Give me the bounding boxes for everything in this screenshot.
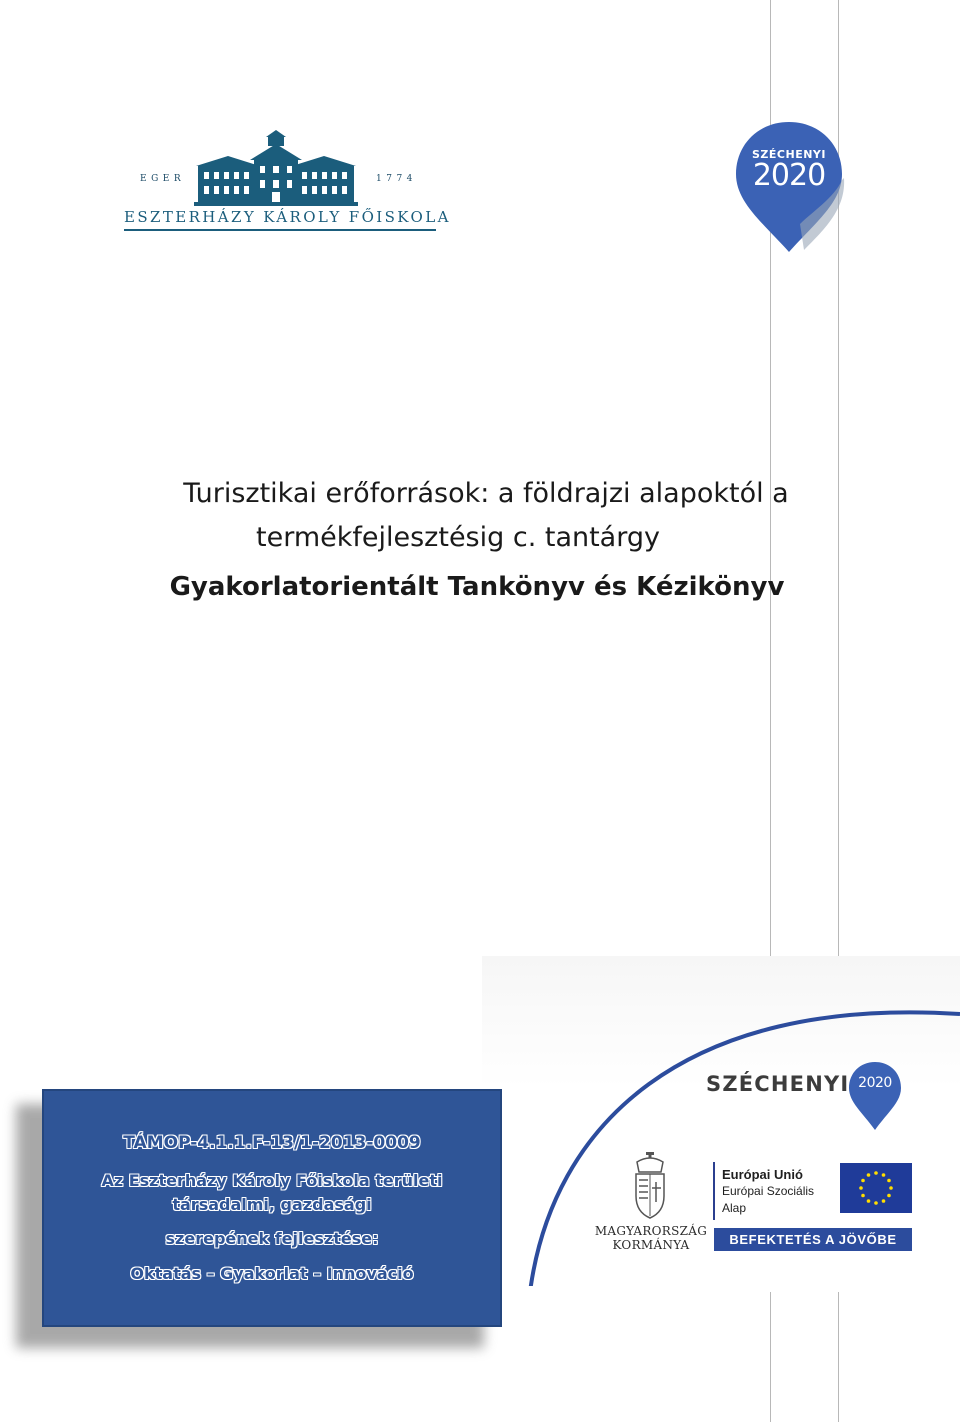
government-name-line-2: KORMÁNYA — [612, 1238, 690, 1252]
eu-star-icon — [861, 1194, 865, 1198]
eu-divider — [713, 1162, 715, 1220]
eu-star-icon — [887, 1194, 891, 1198]
document-title-line-2: termékfejlesztésig c. tantárgy — [256, 522, 660, 553]
document-subtitle: Gyakorlatorientált Tankönyv és Kézikönyv — [169, 572, 785, 602]
eu-star-icon — [889, 1186, 893, 1190]
pin-small-year: 2020 — [858, 1075, 892, 1091]
eu-star-icon — [874, 1171, 878, 1175]
project-code: TÁMOP-4.1.1.F-13/1-2013-0009 — [123, 1133, 421, 1153]
college-building-icon — [108, 130, 444, 210]
eu-star-icon — [882, 1199, 886, 1203]
pin-label-year: 2020 — [752, 158, 826, 193]
hungarian-crest-icon — [632, 1152, 668, 1220]
project-motto: Oktatás – Gyakorlat – Innováció — [130, 1264, 414, 1283]
document-title-line-1: Turisztikai erőforrások: a földrajzi alapoktól a — [183, 478, 789, 509]
szechenyi-2020-logo-top — [730, 118, 848, 256]
location-pin-icon — [847, 1060, 903, 1132]
eu-flag-icon — [840, 1163, 912, 1213]
eu-fund-line-1: Európai Szociális — [722, 1184, 815, 1198]
investment-banner: BEFEKTETÉS A JÖVŐBE — [714, 1228, 912, 1251]
divider-line-right-lower — [838, 1292, 839, 1422]
eu-star-icon — [867, 1173, 871, 1177]
eu-star-icon — [867, 1199, 871, 1203]
eu-star-icon — [882, 1173, 886, 1177]
project-title-line-2: társadalmi, gazdasági — [172, 1195, 372, 1214]
college-name: ESZTERHÁZY KÁROLY FŐISKOLA — [124, 208, 451, 226]
eu-star-icon — [859, 1186, 863, 1190]
eu-star-icon — [874, 1201, 878, 1205]
college-logo — [108, 130, 451, 238]
project-title-line-3: szerepének fejlesztése: — [165, 1229, 379, 1248]
eu-star-icon — [887, 1179, 891, 1183]
funding-logos-panel — [482, 956, 960, 1286]
szechenyi-2020-logo-small — [847, 1060, 903, 1132]
project-info-box — [42, 1089, 502, 1327]
college-underline — [124, 229, 436, 231]
pin-label-szechenyi: SZÉCHENYI — [752, 148, 826, 161]
college-year-label: 1774 — [376, 174, 417, 184]
eu-fund-line-2: Alap — [722, 1201, 747, 1215]
divider-line-left-lower — [770, 1292, 771, 1422]
project-title-line-1: Az Eszterházy Károly Főiskola területi — [101, 1171, 443, 1190]
government-logo-text — [592, 1224, 710, 1252]
szechenyi-wordmark: SZÉCHENYI — [706, 1072, 850, 1096]
eu-star-icon — [861, 1179, 865, 1183]
college-city-label: EGER — [140, 174, 186, 184]
eu-name: Európai Unió — [722, 1167, 803, 1182]
eu-fund-text — [722, 1166, 814, 1217]
government-name-line-1: MAGYARORSZÁG — [594, 1224, 708, 1238]
